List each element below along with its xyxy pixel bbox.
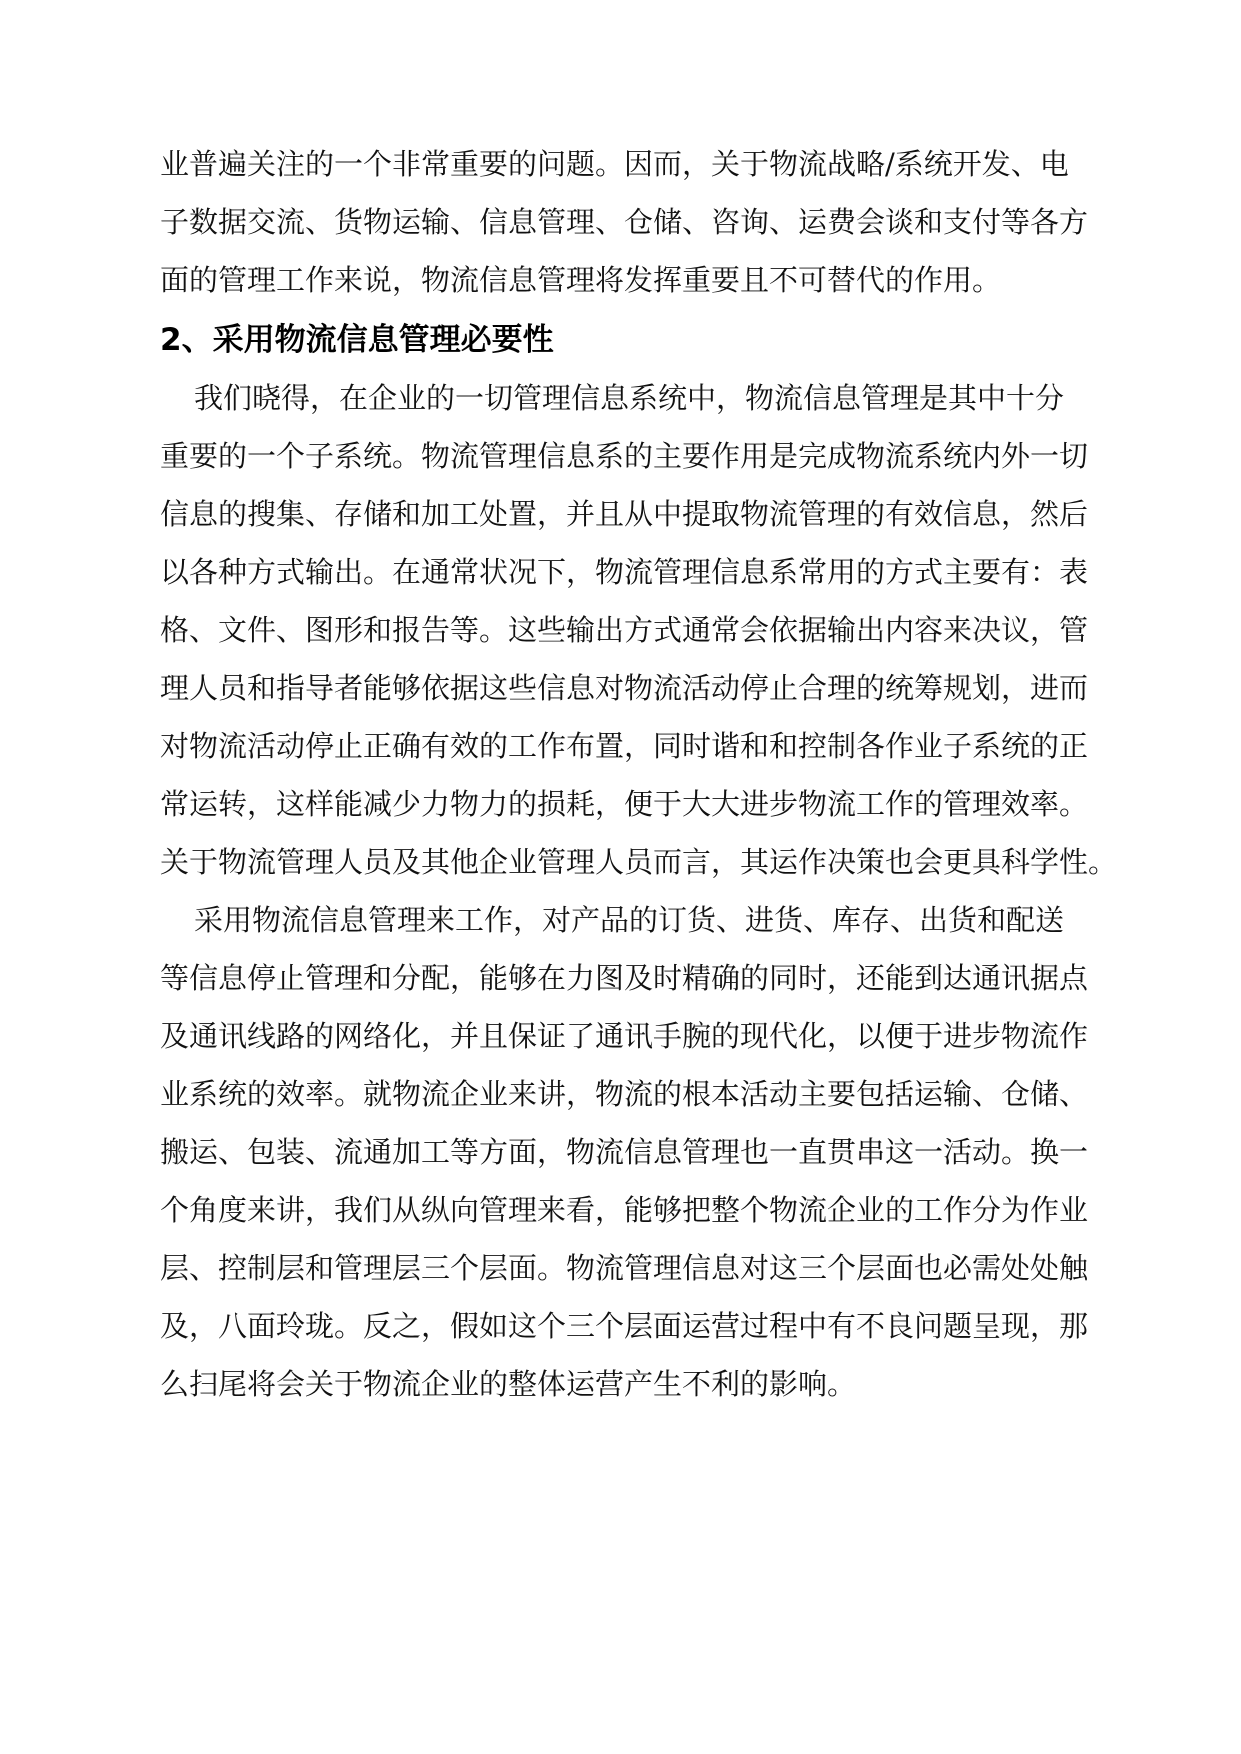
text-line: 及，八面玲珑。反之，假如这个三个层面运营过程中有不良问题呈现，那 [160,1309,1089,1343]
text-line: 搬运、包装、流通加工等方面，物流信息管理也一直贯串这一活动。换一 [160,1135,1089,1169]
text-line: 业系统的效率。就物流企业来讲，物流的根本活动主要包括运输、仓储、 [160,1077,1089,1111]
text-line: 等信息停止管理和分配，能够在力图及时精确的同时，还能到达通讯据点 [160,961,1089,995]
text-line: 及通讯线路的网络化，并且保证了通讯手腕的现代化，以便于进步物流作 [160,1019,1089,1053]
text-line: 以各种方式输出。在通常状况下，物流管理信息系常用的方式主要有：表 [160,555,1089,589]
text-line: 关于物流管理人员及其他企业管理人员而言，其运作决策也会更具科学性。 [160,845,1118,879]
text-line: 对物流活动停止正确有效的工作布置，同时谐和和控制各作业子系统的正 [160,729,1089,763]
text-line: 业普遍关注的一个非常重要的问题。因而，关于物流战略/系统开发、电 [160,147,1069,181]
text-line: 个角度来讲，我们从纵向管理来看，能够把整个物流企业的工作分为作业 [160,1193,1089,1227]
text-line: 层、控制层和管理层三个层面。物流管理信息对这三个层面也必需处处触 [160,1251,1089,1285]
text-line: 信息的搜集、存储和加工处置，并且从中提取物流管理的有效信息，然后 [160,497,1089,531]
text-line: 常运转，这样能减少力物力的损耗，便于大大进步物流工作的管理效率。 [160,787,1089,821]
text-line: 面的管理工作来说，物流信息管理将发挥重要且不可替代的作用。 [160,263,1002,297]
text-line: 理人员和指导者能够依据这些信息对物流活动停止合理的统筹规划，进而 [160,671,1089,705]
text-line: 子数据交流、货物运输、信息管理、仓储、咨询、运费会谈和支付等各方 [160,205,1089,239]
text-line: 么扫尾将会关于物流企业的整体运营产生不利的影响。 [160,1367,857,1401]
text-line: 我们晓得，在企业的一切管理信息系统中，物流信息管理是其中十分 [194,381,1065,415]
text-line: 采用物流信息管理来工作，对产品的订货、进货、库存、出货和配送 [194,903,1065,937]
text-line: 格、文件、图形和报告等。这些输出方式通常会依据输出内容来决议，管 [160,613,1089,647]
section-heading: 2、采用物流信息管理必要性 [160,322,554,358]
text-line: 重要的一个子系统。物流管理信息系的主要作用是完成物流系统内外一切 [160,439,1089,473]
